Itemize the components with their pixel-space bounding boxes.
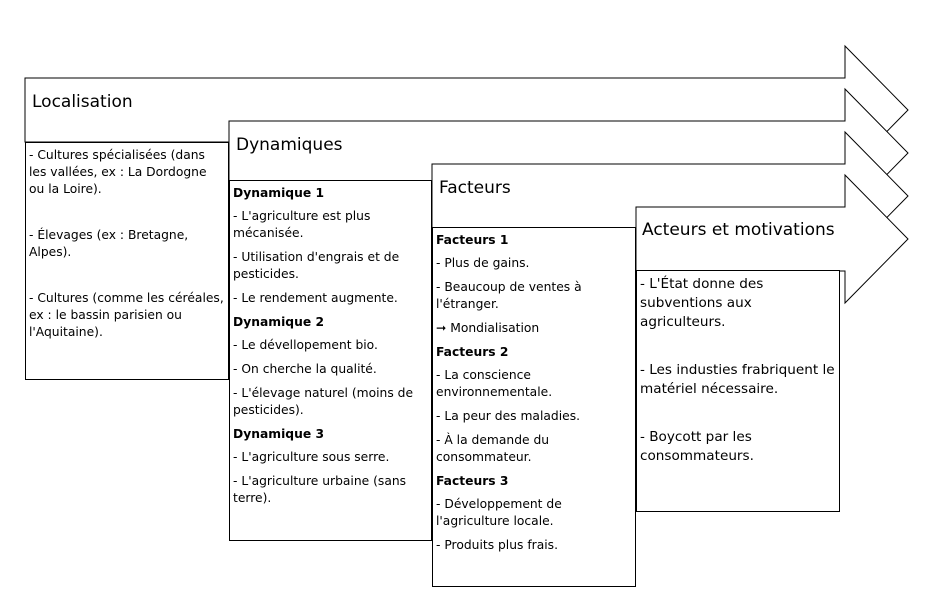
acteurs-title: Acteurs et motivations	[642, 220, 835, 240]
dynamique-item: - L'agriculture sous serre.	[233, 450, 390, 464]
dynamique-item: - Utilisation d'engrais et de pesticides.	[233, 250, 400, 281]
facteur-heading: Facteurs 1	[436, 233, 509, 247]
dynamique-item: - Le dévellopement bio.	[233, 338, 378, 352]
facteur-heading: Facteurs 2	[436, 345, 509, 359]
facteur-item: - La conscience environnementale.	[436, 368, 553, 399]
localisation-item: - Cultures spécialisées (dans les vallées, ex : La Dordogne ou la Loire).	[29, 148, 207, 196]
dynamique-heading: Dynamique 1	[233, 186, 325, 200]
facteurs-panel	[432, 227, 636, 587]
dynamique-item: - Le rendement augmente.	[233, 291, 398, 305]
facteur-item: - Beaucoup de ventes à l'étranger.	[436, 280, 582, 311]
acteurs-panel	[636, 270, 840, 512]
dynamique-item: - L'agriculture est plus mécanisée.	[233, 209, 371, 240]
facteur-item: ➞ Mondialisation	[436, 321, 540, 335]
facteur-item: - À la demande du consommateur.	[436, 433, 550, 464]
localisation-item: - Élevages (ex : Bretagne, Alpes).	[29, 228, 189, 259]
dynamique-item: - On cherche la qualité.	[233, 362, 377, 376]
facteur-item: - Développement de l'agriculture locale.	[436, 497, 562, 528]
dynamique-heading: Dynamique 3	[233, 427, 325, 441]
dynamique-item: - L'agriculture urbaine (sans terre).	[233, 474, 407, 505]
facteurs-title: Facteurs	[439, 178, 511, 198]
facteur-item: - Plus de gains.	[436, 256, 530, 270]
facteur-item: - Produits plus frais.	[436, 538, 558, 552]
dynamique-item: - L'élevage naturel (moins de pesticides).	[233, 386, 414, 417]
localisation-item: - Cultures (comme les céréales, ex : le bassin parisien ou l'Aquitaine).	[29, 291, 224, 339]
dynamiques-title: Dynamiques	[236, 135, 343, 155]
dynamiques-panel	[229, 180, 432, 541]
localisation-panel	[25, 142, 229, 380]
localisation-title: Localisation	[32, 92, 133, 112]
facteur-heading: Facteurs 3	[436, 474, 509, 488]
acteur-item: - L'État donne des subventions aux agriculteurs.	[640, 276, 764, 330]
acteur-item: - Les industies frabriquent le matériel nécessaire.	[640, 362, 835, 397]
acteur-item: - Boycott par les consommateurs.	[640, 429, 754, 464]
dynamique-heading: Dynamique 2	[233, 315, 325, 329]
facteur-item: - La peur des maladies.	[436, 409, 581, 423]
